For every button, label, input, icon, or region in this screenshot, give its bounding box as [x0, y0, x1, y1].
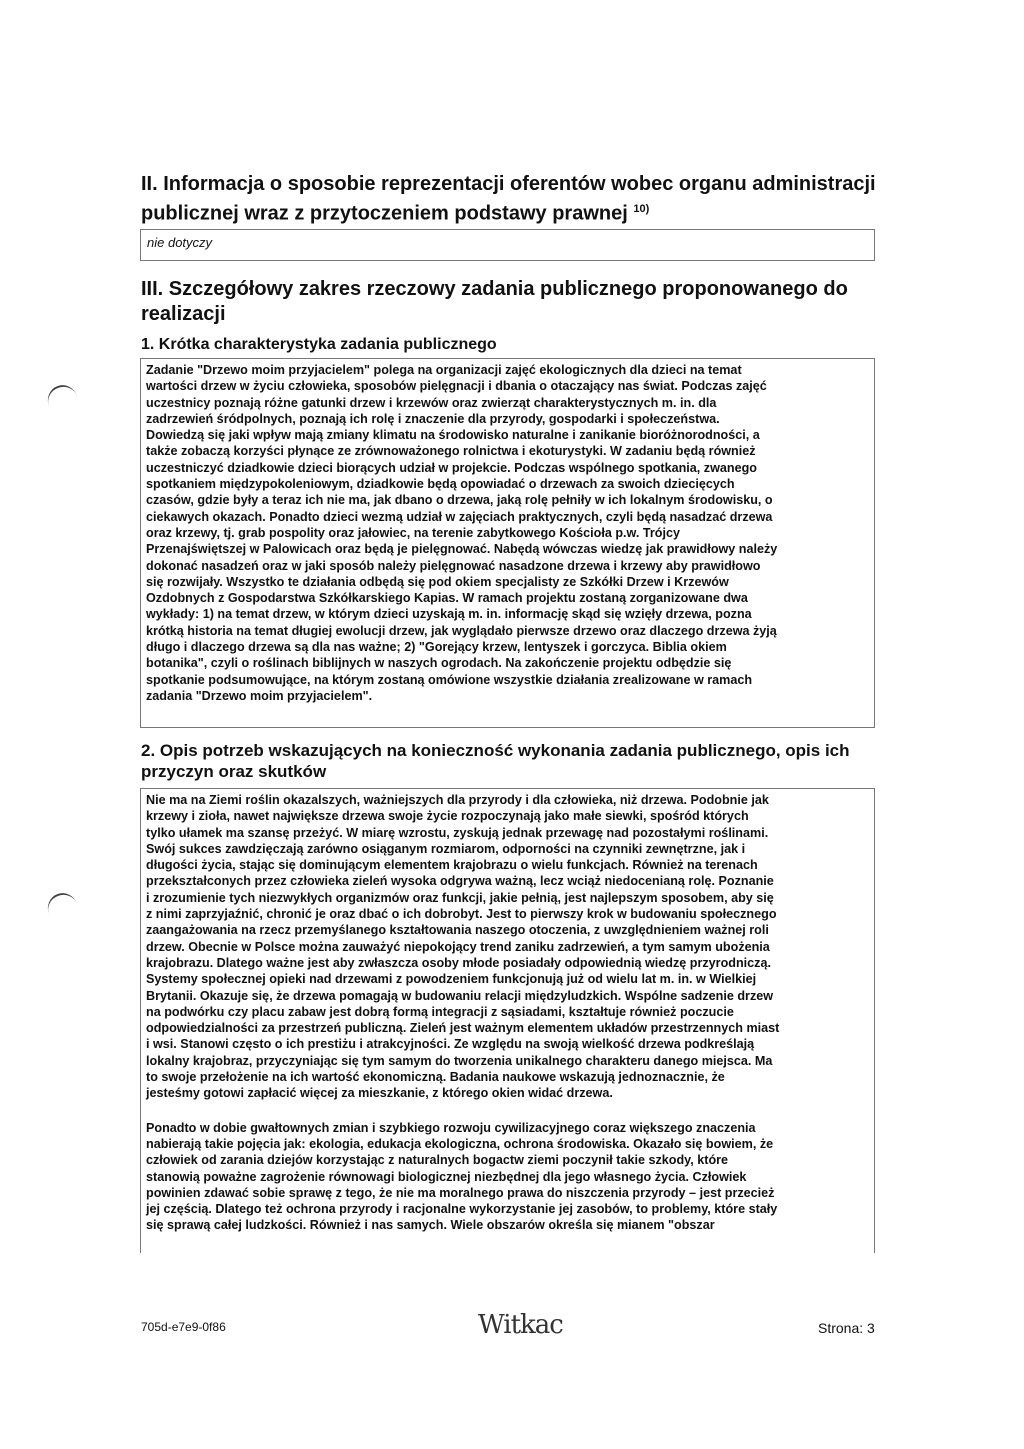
representation-answer: nie dotyczy [147, 235, 213, 250]
witkac-logo: Witkac [478, 1310, 563, 1340]
section-2-heading: II. Informacja o sposobie reprezentacji oferentów wobec organu administracji publicznej wraz z przytoczeniem podstawy prawnej $^{10)}$ [141, 173, 876, 225]
representation-answer-box [140, 229, 875, 261]
document-id: 705d-e7e9-0f86 [141, 1320, 226, 1334]
needs-description-box [140, 788, 875, 1253]
task-summary-text: Zadanie "Drzewo moim przyjacielem" polega na organizacji zajęć ekologicznych dla dzieci na temat wartości drzew w życiu człowieka, sposobów pielęgnacji i dbania o otaczający nas świat. Podczas zajęć uczestnicy poznają różne gatunki drzew i krzewów oraz zwierząt charakterystycznych m. in. dla zadrzewień śródpolnych, poznają ich rolę i znaczenie dla przyrody, gospodarki i społeczeństwa. Dowiedzą się jaki wpływ mają zmiany klimatu na środowisko naturalne i zanikanie bioróżnorodności, a także zobaczą korzyści płynące ze zrównoważonego rolnictwa i ekoturystyki. W zadaniu będą również uczestniczyć dziadkowie dzieci biorących udział w projekcie. Podczas wspólnego spotkania, zwanego spotkaniem międzypokoleniowym, dziadkowie będą opowiadać o drzewach za swoich dziecięcych czasów, gdzie były a teraz ich nie ma, jak dbano o drzewa, jaką rolę pełniły w ich lokalnym środowisku, o ciekawych okazach. Ponadto dzieci wezmą udział w zajęciach praktycznych, czyli będą nasadzać drzewa oraz krzewy, tj. grab pospolity oraz jałowiec, na terenie zabytkowego Kościoła p.w. Trójcy Przenajświętszej w Palowicach oraz będą je pielęgnować. Nabędą wówczas wiedzę jak prawidłowy należy dokonać nasadzeń oraz w jaki sposób należy pielęgnować nasadzone drzewa i krzewy aby prawidłowo się rozwijały. Wszystko te działania odbędą się pod okiem specjalisty ze Szkółki Drzew i Krzewów Ozdobnych z Gospodarstwa Szkółkarskiego Kapias. W ramach projektu zostaną zorganizowane dwa wykłady: 1) na temat drzew, w którym dzieci uzyskają m. in. informację skąd się wzięły drzewa, pozna krótką historia na temat długiej ewolucji drzew, jak wyglądało pierwsze drzewo oraz dlaczego drzewa żyją długo i dlaczego drzewa są dla nas ważne; 2) "Gorejący krzew, lentyszek i gorczyca. Biblia okiem botanika", czyli o roślinach biblijnych w naszych ogrodach. Na zakończenie projektu odbędzie się spotkanie podsumowujące, na którym zostaną omówione wszystkie działania zrealizowane w ramach zadania "Drzewo moim przyjacielem". [146, 363, 778, 703]
footnote-marker: 10) [633, 203, 650, 215]
punch-hole-mark [43, 381, 82, 421]
page-number: Strona: 3 [818, 1320, 875, 1336]
needs-heading: 2. Opis potrzeb wskazujących na konieczność wykonania zadania publicznego, opis ich przyczyn oraz skutków [141, 741, 850, 781]
punch-hole-mark [43, 889, 82, 929]
needs-paragraph-2: Ponadto w dobie gwałtownych zmian i szybkiego rozwoju cywilizacyjnego coraz większego znaczenia nabierają takie pojęcia jak: ekologia, edukacja ekologiczna, ochrona środowiska. Okazało się bowiem, że człowiek od zarania dziejów korzystając z naturalnych bogactw ziemi poczynił takie szkody, które stanowią poważne zagrożenie równowagi biologicznej niezbędnej dla jego własnego życia. Człowiek powinien zdawać sobie sprawę z tego, że nie ma moralnego prawa do niszczenia przyrody – jest przecież jej częścią. Dlatego też ochrona przyrody i racjonalne wykorzystanie jej zasobów, to problemy, które stały się sprawą całej ludzkości. Również i nas samych. Wiele obszarów określa się mianem "obszar [146, 1120, 778, 1233]
section-3-heading: III. Szczegółowy zakres rzeczowy zadania publicznego proponowanego do realizacji [141, 278, 848, 325]
task-summary-heading: 1. Krótka charakterystyka zadania publicznego [141, 336, 497, 353]
needs-paragraph-1: Nie ma na Ziemi roślin okazalszych, ważniejszych dla przyrody i dla człowieka, niż drzewa. Podobnie jak krzewy i zioła, nawet największe drzewa swoje życie rozpoczynają jako małe siewki, spośród których tylko ułamek ma szansę przeżyć. W miarę wzrostu, zyskują jednak przewagę nad pozostałymi roślinami. Swój sukces zawdzięczają zarówno osiąganym rozmiarom, odporności na czynniki zewnętrzne, jak i długości życia, stając się dominującym elementem krajobrazu o wielu funkcjach. Również na terenach przekształconych przez człowieka zieleń wysoka odgrywa ważną, lecz wciąż niedocenianą rolę. Poznanie i zrozumienie tych niezwykłych organizmów oraz funkcji, jakie pełnią, jest najlepszym sposobem, aby się z nimi zaprzyjaźnić, chronić je oraz dbać o ich dobrobyt. Jest to pierwszy krok w budowaniu społecznego zaangażowania na rzecz przemyślanego kształtowania naszego otoczenia, z uwzględnieniem ważnej roli drzew. Obecnie w Polsce można zauważyć niepokojący trend zaniku zadrzewień, a tym samym ubożenia krajobrazu. Dlatego ważne jest aby zwłaszcza osoby młode posiadały odpowiednią wiedzę przyrodniczą. Systemy społecznej opieki nad drzewami z powodzeniem funkcjonują już od wielu lat m. in. w Wielkiej Brytanii. Okazuje się, że drzewa pomagają w budowaniu relacji międzyludzkich. Wspólne sadzenie drzew na podwórku czy placu zabaw jest dobrą formą integracji z sąsiadami, kształtuje również poczucie odpowiedzialności za przestrzeń publiczną. Zieleń jest ważnym elementem układów przestrzennych miast i wsi. Stanowi często o ich prestiżu i atrakcyjności. Ze względu na swoją wielkość drzewa podkreślają lokalny krajobraz, przyczyniając się tym samym do tworzenia unikalnego charakteru danego miejsca. Ma to swoje przełożenie na ich wartość ekonomiczną. Badania naukowe wskazują jednoznacznie, że jesteśmy gotowi zapłacić więcej za mieszkanie, z którego okien widać drzewa. [146, 793, 780, 1101]
task-summary-box [140, 358, 875, 728]
